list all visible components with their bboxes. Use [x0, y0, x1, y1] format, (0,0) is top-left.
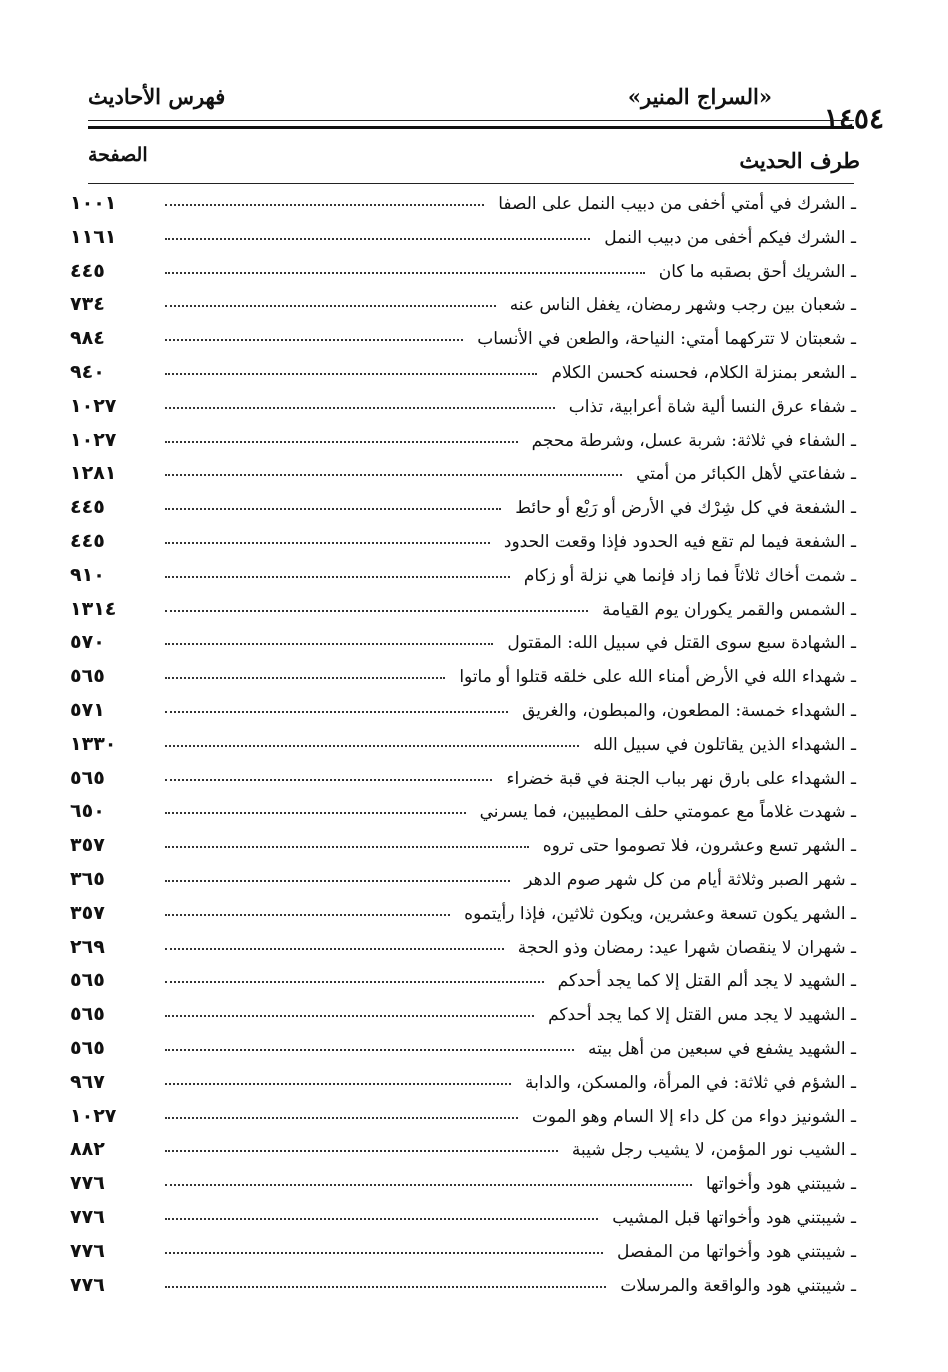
page-header: [88, 84, 884, 135]
list-item: [70, 1069, 856, 1103]
list-item: [70, 1001, 856, 1035]
hadith-text: ـ شعبتان لا تتركهما أمتي: النياحة، والطعن في الأنساب: [467, 329, 856, 349]
hadith-text: ـ الشمس والقمر يكوران يوم القيامة: [592, 600, 856, 620]
hadith-text: ـ شهر الصبر وثلاثة أيام من كل شهر صوم الدهر: [514, 870, 856, 890]
hadith-text: ـ الشفاء في ثلاثة: شربة عسل، وشرطة محجم: [522, 431, 856, 451]
hadith-text: ـ الشهداء على بارق نهر بباب الجنة في قبة خضراء: [496, 769, 856, 789]
column-heading-rule: [88, 183, 854, 184]
list-item: [70, 967, 856, 1001]
page-ref: ٧٣٤: [70, 293, 105, 316]
dot-leader: [165, 1184, 692, 1186]
dot-leader: [165, 812, 466, 814]
hadith-text: ـ شفاء عرق النسا ألية شاة أعرابية، تذاب: [559, 397, 856, 417]
dot-leader: [165, 610, 588, 612]
page-ref: ٩١٠: [70, 563, 105, 586]
list-item: [70, 697, 856, 731]
list-item: [70, 359, 856, 393]
dot-leader: [165, 508, 501, 510]
dot-leader: [165, 576, 510, 578]
list-item: [70, 1204, 856, 1238]
dot-leader: [165, 474, 622, 476]
list-item: [70, 731, 856, 765]
page-ref: ٥٦٥: [70, 766, 105, 789]
list-item: [70, 1136, 856, 1170]
hadith-text: ـ شيبتني هود وأخواتها من المفصل: [607, 1242, 856, 1262]
list-item: [70, 866, 856, 900]
hadith-text: ـ الشونيز دواء من كل داء إلا السام وهو الموت: [522, 1107, 856, 1127]
list-item: [70, 663, 856, 697]
list-item: [70, 900, 856, 934]
list-item: [70, 629, 856, 663]
hadith-text: ـ الشهيد لا يجد مس القتل إلا كما يجد أحدكم: [538, 1005, 856, 1025]
hadith-text: ـ الشهادة سبع سوى القتل في سبيل الله: المقتول: [497, 633, 856, 653]
page-ref: ٩٦٧: [70, 1070, 105, 1093]
list-item: [70, 427, 856, 461]
hadith-text: ـ الشيب نور المؤمن، لا يشيب رجل شيبة: [562, 1140, 856, 1160]
list-item: [70, 1238, 856, 1272]
dot-leader: [165, 1252, 603, 1254]
hadith-text: ـ الشهداء الذين يقاتلون في سبيل الله: [583, 735, 856, 755]
list-item: [70, 765, 856, 799]
list-item: [70, 1035, 856, 1069]
list-item: [70, 798, 856, 832]
list-item: [70, 460, 856, 494]
page-ref: ٣٥٧: [70, 901, 105, 924]
hadith-text: ـ شهران لا ينقصان شهرا عيد: رمضان وذو الحجة: [508, 938, 856, 958]
page-number: ١٤٥٤: [823, 102, 884, 135]
dot-leader: [165, 711, 508, 713]
dot-leader: [165, 305, 496, 307]
header-rule-thick: [88, 126, 854, 129]
hadith-text: ـ الشهر تسع وعشرون، فلا تصوموا حتى تروه: [533, 836, 856, 856]
list-item: [70, 494, 856, 528]
page-ref: ٨٨٢: [70, 1138, 105, 1161]
page-ref: ١٠٠١: [70, 192, 117, 214]
hadith-text: ـ شمت أخاك ثلاثاً فما زاد فإنما هي نزلة أو زكام: [514, 566, 856, 586]
hadith-text: ـ شفاعتي لأهل الكبائر من أمتي: [626, 464, 856, 484]
page-ref: ٩٤٠: [70, 360, 105, 383]
page-ref: ٥٦٥: [70, 1036, 105, 1059]
column-heading-page: الصفحة: [88, 144, 148, 166]
hadith-text: ـ شعبان بين رجب وشهر رمضان، يغفل الناس عنه: [500, 295, 856, 315]
page-ref: ٤٤٥: [70, 259, 105, 282]
hadith-text: ـ الشفعة في كل شِرْك في الأرض أو رَبْع أو حائط: [505, 498, 856, 518]
hadith-text: ـ شهدت غلاماً مع عمومتي حلف المطيبين، فما يسرني: [470, 802, 856, 822]
dot-leader: [165, 1049, 574, 1051]
page-ref: ٥٦٥: [70, 665, 105, 688]
list-item: [70, 934, 856, 968]
dot-leader: [165, 880, 510, 882]
dot-leader: [165, 204, 484, 206]
dot-leader: [165, 1015, 534, 1017]
dot-leader: [165, 407, 555, 409]
list-item: [70, 291, 856, 325]
page-ref: ٥٧٠: [70, 631, 105, 654]
dot-leader: [165, 373, 537, 375]
dot-leader: [165, 1218, 598, 1220]
list-item: [70, 224, 856, 258]
dot-leader: [165, 339, 463, 341]
dot-leader: [165, 1286, 606, 1288]
page-ref: ٧٧٦: [70, 1172, 105, 1195]
page-ref: ١٣٣٠: [70, 732, 117, 755]
list-item: [70, 832, 856, 866]
list-item: [70, 596, 856, 630]
page-ref: ٥٦٥: [70, 1003, 105, 1026]
list-item: [70, 325, 856, 359]
page-ref: ١٠٢٧: [70, 1104, 117, 1127]
hadith-text: ـ الشعر بمنزلة الكلام، فحسنه كحسن الكلام: [541, 363, 856, 383]
list-item: [70, 258, 856, 292]
dot-leader: [165, 1117, 518, 1119]
hadith-text: ـ الشهيد يشفع في سبعين من أهل بيته: [578, 1039, 856, 1059]
header-rule-thin: [88, 120, 854, 121]
dot-leader: [165, 677, 445, 679]
dot-leader: [165, 1150, 558, 1152]
hadith-text: ـ شيبتني هود والواقعة والمرسلات: [610, 1276, 856, 1296]
page-ref: ٥٦٥: [70, 969, 105, 992]
page-ref: ١١٦١: [70, 225, 117, 248]
list-item: [70, 1272, 856, 1306]
list-item: [70, 528, 856, 562]
page-ref: ٧٧٦: [70, 1273, 105, 1296]
dot-leader: [165, 914, 450, 916]
index-title: فهرس الأحاديث: [88, 84, 226, 109]
dot-leader: [165, 542, 490, 544]
list-item: [70, 1103, 856, 1137]
hadith-text: ـ الشهر يكون تسعة وعشرين، ويكون ثلاثين، فإذا رأيتموه: [454, 904, 856, 924]
hadith-text: ـ الشرك في أمتي أخفى من دبيب النمل على الصفا: [488, 194, 856, 214]
dot-leader: [165, 745, 579, 747]
list-item: [70, 1170, 856, 1204]
dot-leader: [165, 272, 645, 274]
book-title: «السراج المنير»: [627, 84, 772, 109]
hadith-text: ـ الشؤم في ثلاثة: في المرأة، والمسكن، والدابة: [515, 1073, 856, 1093]
page-ref: ٧٧٦: [70, 1205, 105, 1228]
dot-leader: [165, 1083, 511, 1085]
dot-leader: [165, 846, 529, 848]
list-item: [70, 393, 856, 427]
page-ref: ١٠٢٧: [70, 428, 117, 451]
page-ref: ١٠٢٧: [70, 394, 117, 417]
hadith-text: ـ الشريك أحق بصقبه ما كان: [649, 262, 856, 282]
hadith-text: ـ شهداء الله في الأرض أمناء الله على خلقه قتلوا أو ماتوا: [449, 667, 856, 687]
page-ref: ٤٤٥: [70, 529, 105, 552]
dot-leader: [165, 948, 504, 950]
hadith-index-list: [70, 190, 856, 1305]
hadith-text: ـ شيبتني هود وأخواتها: [696, 1174, 856, 1194]
page-ref: ٢٦٩: [70, 935, 105, 958]
page-ref: ٦٥٠: [70, 800, 105, 823]
page-ref: ٣٥٧: [70, 834, 105, 857]
hadith-text: ـ الشهيد لا يجد ألم القتل إلا كما يجد أحدكم: [548, 971, 856, 991]
list-item: [70, 190, 856, 224]
hadith-text: ـ شيبتني هود وأخواتها قبل المشيب: [602, 1208, 856, 1228]
page-ref: ٤٤٥: [70, 496, 105, 519]
page-ref: ١٣١٤: [70, 597, 117, 620]
column-heading-hadith: طرف الحديث: [739, 148, 860, 173]
hadith-text: ـ الشهداء خمسة: المطعون، والمبطون، والغريق: [512, 701, 856, 721]
page-ref: ٥٧١: [70, 698, 105, 721]
dot-leader: [165, 238, 590, 240]
dot-leader: [165, 981, 544, 983]
page-ref: ١٢٨١: [70, 462, 117, 485]
dot-leader: [165, 643, 493, 645]
page-ref: ٧٧٦: [70, 1239, 105, 1262]
hadith-text: ـ الشرك فيكم أخفى من دبيب النمل: [594, 228, 856, 248]
page-ref: ٣٦٥: [70, 867, 105, 890]
dot-leader: [165, 779, 492, 781]
list-item: [70, 562, 856, 596]
page-ref: ٩٨٤: [70, 327, 105, 350]
hadith-text: ـ الشفعة فيما لم تقع فيه الحدود فإذا وقعت الحدود: [494, 532, 856, 552]
dot-leader: [165, 441, 518, 443]
